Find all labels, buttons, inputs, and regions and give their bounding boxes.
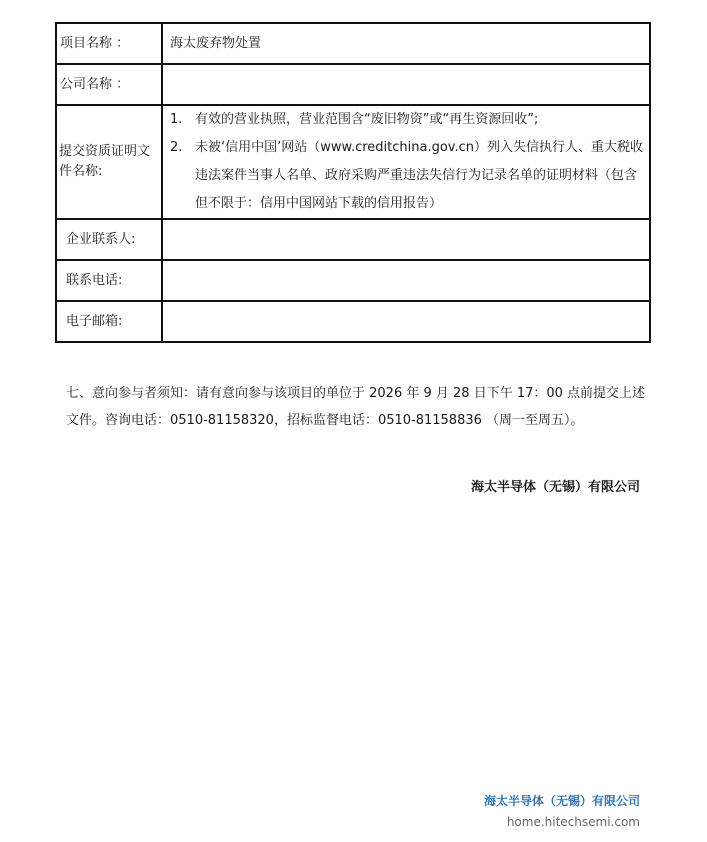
footer-url[interactable]: home.hitechsemi.com	[506, 815, 640, 829]
email-label: 电子邮箱:	[56, 301, 162, 342]
application-form-table	[55, 22, 651, 343]
row-company-name	[56, 64, 650, 105]
footer-company-name: 海太半导体（无锡）有限公司	[483, 794, 640, 808]
project-name-value: 海太废弃物处置	[162, 23, 650, 64]
signature-company: 海太半导体（无锡）有限公司	[470, 480, 640, 495]
contact-person-value	[162, 219, 650, 260]
document-item	[170, 106, 649, 134]
participant-notice: 七、意向参与者须知：请有意向参与该项目的单位于 2026 年 9 月 28 日下午 17：00 点前提交上述文件。咨询电话：0510-81158320，招标监督电话：0510-81158836 （周一至周五）。	[66, 386, 646, 428]
document-item-text: 未被‘信用中国’网站（www.creditchina.gov.cn）列入失信执行人、重大税收违法案件当事人名单、政府采购严重违法失信行为记录名单的证明材料（包含但不限于：信用中国网站下载的信用报告）	[195, 140, 644, 211]
document-item-number: 1.	[170, 112, 183, 127]
documents-label: 提交资质证明文件名称:	[56, 105, 162, 219]
phone-label: 联系电话:	[56, 260, 162, 301]
row-email	[56, 301, 650, 342]
email-value	[162, 301, 650, 342]
document-item-text: 有效的营业执照，营业范围含“废旧物资”或“再生资源回收”;	[195, 112, 539, 127]
contact-person-label: 企业联系人:	[56, 219, 162, 260]
document-item-number: 2.	[170, 140, 183, 155]
project-name-label: 项目名称 ：	[56, 23, 162, 64]
phone-value	[162, 260, 650, 301]
documents-list	[170, 106, 649, 218]
row-contact-person	[56, 219, 650, 260]
company-name-value	[162, 64, 650, 105]
row-phone	[56, 260, 650, 301]
company-name-label: 公司名称 ：	[56, 64, 162, 105]
document-item	[170, 134, 649, 218]
documents-value	[162, 105, 650, 219]
row-project-name	[56, 23, 650, 64]
row-documents	[56, 105, 650, 219]
